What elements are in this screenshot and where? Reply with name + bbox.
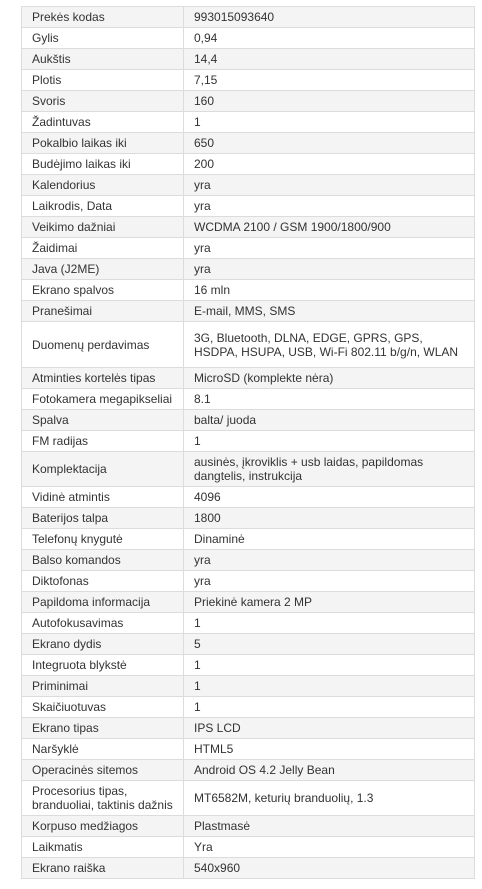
table-row: [22, 781, 475, 816]
table-row: [22, 718, 475, 739]
spec-key: Atminties kortelės tipas: [22, 368, 184, 389]
table-row: [22, 592, 475, 613]
spec-key: Komplektacija: [22, 452, 184, 487]
table-row: [22, 322, 475, 368]
spec-key: Gylis: [22, 28, 184, 49]
spec-table: [21, 6, 475, 879]
spec-key: Autofokusavimas: [22, 613, 184, 634]
table-row: [22, 452, 475, 487]
table-row: [22, 431, 475, 452]
spec-key: Java (J2ME): [22, 259, 184, 280]
spec-value: MicroSD (komplekte nėra): [184, 368, 475, 389]
spec-value: Android OS 4.2 Jelly Bean: [184, 760, 475, 781]
spec-value: WCDMA 2100 / GSM 1900/1800/900: [184, 217, 475, 238]
spec-key: Prekės kodas: [22, 7, 184, 28]
table-row: [22, 550, 475, 571]
spec-value: 993015093640: [184, 7, 475, 28]
spec-key: FM radijas: [22, 431, 184, 452]
table-row: [22, 49, 475, 70]
table-row: [22, 196, 475, 217]
spec-value: 4096: [184, 487, 475, 508]
spec-key: Ekrano raiška: [22, 858, 184, 879]
table-row: [22, 154, 475, 175]
spec-value: IPS LCD: [184, 718, 475, 739]
table-row: [22, 238, 475, 259]
spec-value: 1: [184, 613, 475, 634]
spec-value: 1: [184, 655, 475, 676]
spec-value: 8.1: [184, 389, 475, 410]
spec-key: Ekrano dydis: [22, 634, 184, 655]
table-row: [22, 259, 475, 280]
spec-value: 1: [184, 697, 475, 718]
spec-key: Žaidimai: [22, 238, 184, 259]
spec-key: Duomenų perdavimas: [22, 322, 184, 368]
spec-key: Korpuso medžiagos: [22, 816, 184, 837]
spec-key: Veikimo dažniai: [22, 217, 184, 238]
spec-key: Plotis: [22, 70, 184, 91]
table-row: [22, 389, 475, 410]
spec-key: Pokalbio laikas iki: [22, 133, 184, 154]
spec-value: HTML5: [184, 739, 475, 760]
table-row: [22, 28, 475, 49]
table-row: [22, 697, 475, 718]
spec-key: Telefonų knygutė: [22, 529, 184, 550]
table-row: [22, 760, 475, 781]
spec-value: balta/ juoda: [184, 410, 475, 431]
spec-value: Priekinė kamera 2 MP: [184, 592, 475, 613]
table-row: [22, 816, 475, 837]
spec-key: Operacinės sitemos: [22, 760, 184, 781]
spec-value: Plastmasė: [184, 816, 475, 837]
spec-key: Budėjimo laikas iki: [22, 154, 184, 175]
spec-value: 650: [184, 133, 475, 154]
spec-key: Naršyklė: [22, 739, 184, 760]
spec-value: 7,15: [184, 70, 475, 91]
table-row: [22, 508, 475, 529]
spec-key: Ekrano tipas: [22, 718, 184, 739]
table-row: [22, 91, 475, 112]
spec-key: Procesorius tipas, branduoliai, taktinis dažnis: [22, 781, 184, 816]
spec-key: Ekrano spalvos: [22, 280, 184, 301]
table-row: [22, 175, 475, 196]
spec-value: ausinės, įkroviklis + usb laidas, papildomas dangtelis, instrukcija: [184, 452, 475, 487]
spec-value: 1: [184, 676, 475, 697]
spec-value: 200: [184, 154, 475, 175]
spec-key: Balso komandos: [22, 550, 184, 571]
spec-value: Yra: [184, 837, 475, 858]
spec-key: Aukštis: [22, 49, 184, 70]
spec-value: 1800: [184, 508, 475, 529]
table-row: [22, 7, 475, 28]
spec-key: Svoris: [22, 91, 184, 112]
table-row: [22, 112, 475, 133]
spec-value: 3G, Bluetooth, DLNA, EDGE, GPRS, GPS, HSDPA, HSUPA, USB, Wi-Fi 802.11 b/g/n, WLAN: [184, 322, 475, 368]
spec-value: yra: [184, 238, 475, 259]
table-row: [22, 634, 475, 655]
spec-key: Kalendorius: [22, 175, 184, 196]
table-row: [22, 676, 475, 697]
spec-value: yra: [184, 175, 475, 196]
spec-value: 540x960: [184, 858, 475, 879]
table-row: [22, 133, 475, 154]
spec-value: yra: [184, 259, 475, 280]
table-row: [22, 613, 475, 634]
spec-key: Pranešimai: [22, 301, 184, 322]
spec-value: yra: [184, 571, 475, 592]
spec-key: Baterijos talpa: [22, 508, 184, 529]
table-row: [22, 217, 475, 238]
table-row: [22, 858, 475, 879]
spec-key: Žadintuvas: [22, 112, 184, 133]
spec-value: Dinaminė: [184, 529, 475, 550]
spec-value: 14,4: [184, 49, 475, 70]
spec-key: Integruota blykstė: [22, 655, 184, 676]
spec-value: yra: [184, 550, 475, 571]
spec-key: Spalva: [22, 410, 184, 431]
spec-key: Vidinė atmintis: [22, 487, 184, 508]
spec-value: E-mail, MMS, SMS: [184, 301, 475, 322]
spec-key: Laikmatis: [22, 837, 184, 858]
spec-table-body: [22, 7, 475, 879]
table-row: [22, 837, 475, 858]
spec-value: 160: [184, 91, 475, 112]
spec-value: 1: [184, 431, 475, 452]
table-row: [22, 487, 475, 508]
table-row: [22, 70, 475, 91]
spec-key: Laikrodis, Data: [22, 196, 184, 217]
spec-key: Papildoma informacija: [22, 592, 184, 613]
table-row: [22, 410, 475, 431]
table-row: [22, 368, 475, 389]
spec-value: 16 mln: [184, 280, 475, 301]
spec-key: Diktofonas: [22, 571, 184, 592]
spec-value: 0,94: [184, 28, 475, 49]
table-row: [22, 280, 475, 301]
spec-value: yra: [184, 196, 475, 217]
spec-key: Skaičiuotuvas: [22, 697, 184, 718]
table-row: [22, 571, 475, 592]
table-row: [22, 739, 475, 760]
table-row: [22, 301, 475, 322]
table-row: [22, 529, 475, 550]
spec-key: Priminimai: [22, 676, 184, 697]
spec-value: 5: [184, 634, 475, 655]
spec-key: Fotokamera megapikseliai: [22, 389, 184, 410]
spec-value: 1: [184, 112, 475, 133]
spec-value: MT6582M, keturių branduolių, 1.3: [184, 781, 475, 816]
table-row: [22, 655, 475, 676]
